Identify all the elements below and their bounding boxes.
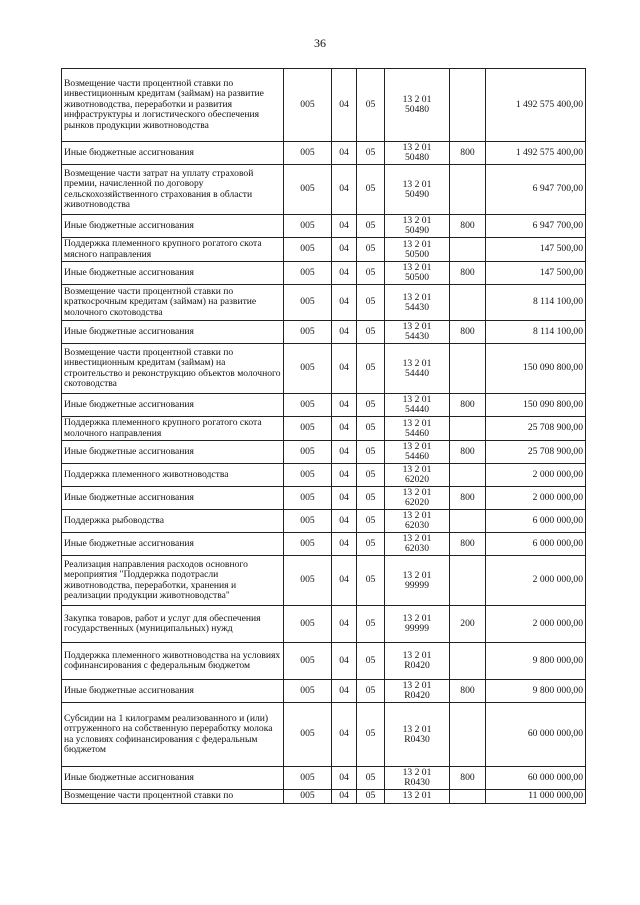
expense-kind-cell	[450, 556, 486, 606]
row-name-cell: Поддержка племенного животноводства на условиях софинансирования с федеральным бюджетом	[62, 643, 284, 680]
expense-kind-cell: 800	[450, 441, 486, 464]
target-article-line: 62020	[405, 497, 429, 508]
table-row	[62, 238, 586, 262]
target-article-cell	[385, 285, 450, 321]
target-article-line: 13 2 01	[402, 680, 432, 691]
expense-kind-cell: 800	[450, 487, 486, 510]
target-article-line: 50490	[405, 188, 429, 200]
target-article-cell	[385, 344, 450, 394]
target-article-line: 13 2 01	[402, 321, 432, 332]
ministry-code-cell: 005	[284, 556, 332, 606]
target-article-cell	[385, 441, 450, 464]
table-row	[62, 643, 586, 680]
table-row	[62, 69, 586, 142]
section-code-cell: 04	[332, 417, 357, 441]
expense-kind-cell	[450, 238, 486, 262]
table-row	[62, 767, 586, 790]
ministry-code-cell: 005	[284, 767, 332, 790]
target-article-line: 13 2 01	[402, 464, 432, 475]
expense-kind-cell	[450, 165, 486, 215]
row-name-cell: Возмещение части процентной ставки по инвестиционным кредитам (займам) на строительство и реконструкцию объектов молочного скотоводства	[62, 344, 284, 394]
row-name-cell: Возмещение части процентной ставки по краткосрочным кредитам (займам) на развитие молочного скотоводства	[62, 285, 284, 321]
target-article-cell	[385, 262, 450, 285]
amount-cell: 6 947 700,00	[486, 215, 586, 238]
target-article-line: 13 2 01	[402, 238, 432, 250]
table-row	[62, 556, 586, 606]
row-name-cell: Поддержка племенного крупного рогатого скота молочного направления	[62, 417, 284, 441]
amount-cell: 9 800 000,00	[486, 643, 586, 680]
target-article-line: R0430	[404, 733, 430, 745]
table-row	[62, 344, 586, 394]
section-code-cell: 04	[332, 165, 357, 215]
target-article-cell	[385, 606, 450, 643]
ministry-code-cell: 005	[284, 344, 332, 394]
row-name-cell: Иные бюджетные ассигнования	[62, 441, 284, 464]
ministry-code-cell: 005	[284, 487, 332, 510]
row-name-cell: Поддержка племенного животноводства	[62, 464, 284, 487]
table-row	[62, 285, 586, 321]
subsection-code-cell: 05	[357, 417, 385, 441]
target-article-line: 13 2 01	[402, 569, 432, 581]
expense-kind-cell: 800	[450, 321, 486, 344]
expense-kind-cell: 800	[450, 767, 486, 790]
ministry-code-cell: 005	[284, 417, 332, 441]
table-row	[62, 790, 586, 804]
ministry-code-cell: 005	[284, 441, 332, 464]
amount-cell: 8 114 100,00	[486, 285, 586, 321]
target-article-line: 13 2 01	[402, 262, 432, 273]
row-name-cell: Иные бюджетные ассигнования	[62, 262, 284, 285]
target-article-line: R0430	[404, 777, 430, 788]
amount-cell: 6 000 000,00	[486, 510, 586, 533]
target-article-line: 54440	[405, 367, 429, 379]
table-row	[62, 606, 586, 643]
expense-kind-cell	[450, 417, 486, 441]
row-name-cell: Возмещение части процентной ставки по инвестиционным кредитам (займам) на развитие животноводства, переработки и развития инфраструктуры и логистического обеспечения рынков продукции животноводства	[62, 69, 284, 142]
target-article-line: 50480	[405, 104, 429, 115]
amount-cell: 2 000 000,00	[486, 464, 586, 487]
ministry-code-cell: 005	[284, 165, 332, 215]
target-article-line: 13 2 01	[402, 357, 432, 369]
expense-kind-cell	[450, 285, 486, 321]
expense-kind-cell: 800	[450, 142, 486, 165]
table-row	[62, 321, 586, 344]
target-article-line: R0420	[404, 690, 430, 701]
target-article-cell	[385, 215, 450, 238]
target-article-cell	[385, 533, 450, 556]
expense-kind-cell	[450, 643, 486, 680]
section-code-cell: 04	[332, 464, 357, 487]
expense-kind-cell	[450, 464, 486, 487]
target-article-line: 13 2 01	[402, 487, 432, 498]
section-code-cell: 04	[332, 487, 357, 510]
section-code-cell: 04	[332, 441, 357, 464]
table-row	[62, 262, 586, 285]
amount-cell: 60 000 000,00	[486, 767, 586, 790]
ministry-code-cell: 005	[284, 606, 332, 643]
section-code-cell: 04	[332, 556, 357, 606]
target-article-line: 13 2 01	[402, 417, 432, 429]
ministry-code-cell: 005	[284, 285, 332, 321]
expense-kind-cell	[450, 510, 486, 533]
row-name-cell: Субсидии на 1 килограмм реализованного и (или) отгруженного на собственную переработку молока на условиях софинансирования с федеральным бюджетом	[62, 703, 284, 767]
row-name-cell: Возмещение части затрат на уплату страховой премии, начисленной по договору сельскохозяйственного страхования в области животноводства	[62, 165, 284, 215]
amount-cell: 1 492 575 400,00	[486, 142, 586, 165]
target-article-cell	[385, 790, 450, 804]
amount-cell: 2 000 000,00	[486, 487, 586, 510]
subsection-code-cell: 05	[357, 321, 385, 344]
target-article-line: 62020	[405, 474, 429, 485]
table-row	[62, 417, 586, 441]
amount-cell: 150 090 800,00	[486, 394, 586, 417]
table-row	[62, 441, 586, 464]
subsection-code-cell: 05	[357, 767, 385, 790]
target-article-cell	[385, 464, 450, 487]
target-article-line: 13 2 01	[402, 767, 432, 778]
amount-cell: 9 800 000,00	[486, 680, 586, 703]
subsection-code-cell: 05	[357, 142, 385, 165]
row-name-cell: Иные бюджетные ассигнования	[62, 215, 284, 238]
ministry-code-cell: 005	[284, 215, 332, 238]
amount-cell: 11 000 000,00	[486, 790, 586, 804]
subsection-code-cell: 05	[357, 262, 385, 285]
expense-kind-cell	[450, 790, 486, 804]
expense-kind-cell	[450, 703, 486, 767]
subsection-code-cell: 05	[357, 556, 385, 606]
target-article-cell	[385, 487, 450, 510]
row-name-cell: Иные бюджетные ассигнования	[62, 321, 284, 344]
target-article-line: R0420	[404, 660, 430, 671]
target-article-line: 54430	[405, 301, 429, 313]
expense-kind-cell: 800	[450, 215, 486, 238]
ministry-code-cell: 005	[284, 238, 332, 262]
target-article-cell	[385, 394, 450, 417]
subsection-code-cell: 05	[357, 643, 385, 680]
target-article-cell	[385, 767, 450, 790]
ministry-code-cell: 005	[284, 790, 332, 804]
target-article-line: 50500	[405, 272, 429, 283]
target-article-line: 13 2 01	[402, 178, 432, 190]
target-article-cell	[385, 703, 450, 767]
target-article-line: 54460	[405, 451, 429, 462]
section-code-cell: 04	[332, 285, 357, 321]
subsection-code-cell: 05	[357, 344, 385, 394]
ministry-code-cell: 005	[284, 142, 332, 165]
target-article-line: 62030	[405, 520, 429, 531]
amount-cell: 6 947 700,00	[486, 165, 586, 215]
section-code-cell: 04	[332, 680, 357, 703]
amount-cell: 150 090 800,00	[486, 344, 586, 394]
target-article-line: 54430	[405, 331, 429, 342]
subsection-code-cell: 05	[357, 533, 385, 556]
subsection-code-cell: 05	[357, 394, 385, 417]
target-article-cell	[385, 643, 450, 680]
target-article-line: 13 2 01	[402, 441, 432, 452]
ministry-code-cell: 005	[284, 533, 332, 556]
section-code-cell: 04	[332, 394, 357, 417]
amount-cell: 2 000 000,00	[486, 606, 586, 643]
ministry-code-cell: 005	[284, 69, 332, 142]
target-article-cell	[385, 556, 450, 606]
amount-cell: 6 000 000,00	[486, 533, 586, 556]
section-code-cell: 04	[332, 321, 357, 344]
ministry-code-cell: 005	[284, 510, 332, 533]
subsection-code-cell: 05	[357, 165, 385, 215]
target-article-line: 13 2 01	[402, 510, 432, 521]
target-article-line: 13 2 01	[402, 215, 432, 226]
section-code-cell: 04	[332, 510, 357, 533]
section-code-cell: 04	[332, 606, 357, 643]
section-code-cell: 04	[332, 703, 357, 767]
target-article-line: 13 2 01	[402, 394, 432, 405]
subsection-code-cell: 05	[357, 680, 385, 703]
table-body	[62, 69, 586, 804]
expense-kind-cell	[450, 69, 486, 142]
table-row	[62, 680, 586, 703]
ministry-code-cell: 005	[284, 643, 332, 680]
target-article-cell	[385, 238, 450, 262]
target-article-line: 13 2 01	[402, 533, 432, 544]
subsection-code-cell: 05	[357, 441, 385, 464]
subsection-code-cell: 05	[357, 790, 385, 804]
target-article-line: 62030	[405, 543, 429, 554]
section-code-cell: 04	[332, 69, 357, 142]
section-code-cell: 04	[332, 643, 357, 680]
target-article-cell	[385, 321, 450, 344]
target-article-cell	[385, 142, 450, 165]
ministry-code-cell: 005	[284, 394, 332, 417]
ministry-code-cell: 005	[284, 464, 332, 487]
subsection-code-cell: 05	[357, 487, 385, 510]
target-article-line: 13 2 01	[402, 613, 432, 624]
table-row	[62, 165, 586, 215]
table-row	[62, 394, 586, 417]
row-name-cell: Иные бюджетные ассигнования	[62, 142, 284, 165]
amount-cell: 147 500,00	[486, 238, 586, 262]
ministry-code-cell: 005	[284, 680, 332, 703]
target-article-cell	[385, 417, 450, 441]
target-article-cell	[385, 680, 450, 703]
target-article-line: 50480	[405, 152, 429, 163]
subsection-code-cell: 05	[357, 215, 385, 238]
subsection-code-cell: 05	[357, 69, 385, 142]
section-code-cell: 04	[332, 262, 357, 285]
row-name-cell: Закупка товаров, работ и услуг для обеспечения государственных (муниципальных) нужд	[62, 606, 284, 643]
page-number: 36	[314, 36, 326, 50]
row-name-cell: Реализация направления расходов основного мероприятия "Поддержка подотрасли животноводства, переработки, хранения и реализации продукции животноводства"	[62, 556, 284, 606]
target-article-line: 13 2 01	[402, 650, 432, 661]
ministry-code-cell: 005	[284, 321, 332, 344]
row-name-cell: Иные бюджетные ассигнования	[62, 394, 284, 417]
row-name-cell: Иные бюджетные ассигнования	[62, 533, 284, 556]
amount-cell: 1 492 575 400,00	[486, 69, 586, 142]
row-name-cell: Поддержка племенного крупного рогатого скота мясного направления	[62, 238, 284, 262]
subsection-code-cell: 05	[357, 606, 385, 643]
target-article-line: 13 2 01	[402, 723, 432, 735]
expense-kind-cell: 800	[450, 394, 486, 417]
target-article-line: 50500	[405, 248, 429, 260]
ministry-code-cell: 005	[284, 703, 332, 767]
expense-kind-cell: 800	[450, 262, 486, 285]
target-article-line: 54460	[405, 427, 429, 439]
expense-kind-cell: 800	[450, 680, 486, 703]
subsection-code-cell: 05	[357, 510, 385, 533]
section-code-cell: 04	[332, 142, 357, 165]
section-code-cell: 04	[332, 344, 357, 394]
subsection-code-cell: 05	[357, 238, 385, 262]
table-row	[62, 703, 586, 767]
section-code-cell: 04	[332, 238, 357, 262]
row-name-cell: Иные бюджетные ассигнования	[62, 487, 284, 510]
target-article-line: 99999	[405, 579, 429, 591]
table-row	[62, 142, 586, 165]
target-article-line: 13 2 01	[402, 142, 432, 153]
amount-cell: 25 708 900,00	[486, 417, 586, 441]
amount-cell: 25 708 900,00	[486, 441, 586, 464]
target-article-line: 54440	[405, 404, 429, 415]
budget-table	[61, 68, 586, 804]
amount-cell: 147 500,00	[486, 262, 586, 285]
row-name-cell: Поддержка рыбоводства	[62, 510, 284, 533]
table-row	[62, 510, 586, 533]
target-article-line: 99999	[405, 623, 429, 634]
target-article-cell	[385, 165, 450, 215]
table-row	[62, 215, 586, 238]
expense-kind-cell: 200	[450, 606, 486, 643]
target-article-cell	[385, 510, 450, 533]
amount-cell: 2 000 000,00	[486, 556, 586, 606]
expense-kind-cell	[450, 344, 486, 394]
subsection-code-cell: 05	[357, 703, 385, 767]
row-name-cell: Иные бюджетные ассигнования	[62, 680, 284, 703]
target-article-line: 13 2 01	[402, 94, 432, 105]
amount-cell: 60 000 000,00	[486, 703, 586, 767]
section-code-cell: 04	[332, 767, 357, 790]
section-code-cell: 04	[332, 533, 357, 556]
table-row	[62, 487, 586, 510]
ministry-code-cell: 005	[284, 262, 332, 285]
expense-kind-cell: 800	[450, 533, 486, 556]
amount-cell: 8 114 100,00	[486, 321, 586, 344]
section-code-cell: 04	[332, 215, 357, 238]
target-article-line: 50490	[405, 225, 429, 236]
target-article-line: 13 2 01	[402, 291, 432, 303]
target-article-cell	[385, 69, 450, 142]
section-code-cell: 04	[332, 790, 357, 804]
subsection-code-cell: 05	[357, 285, 385, 321]
row-name-cell: Иные бюджетные ассигнования	[62, 767, 284, 790]
table-row	[62, 464, 586, 487]
table-row	[62, 533, 586, 556]
target-article-line: 13 2 01	[402, 790, 432, 802]
row-name-cell: Возмещение части процентной ставки по	[62, 790, 284, 804]
subsection-code-cell: 05	[357, 464, 385, 487]
